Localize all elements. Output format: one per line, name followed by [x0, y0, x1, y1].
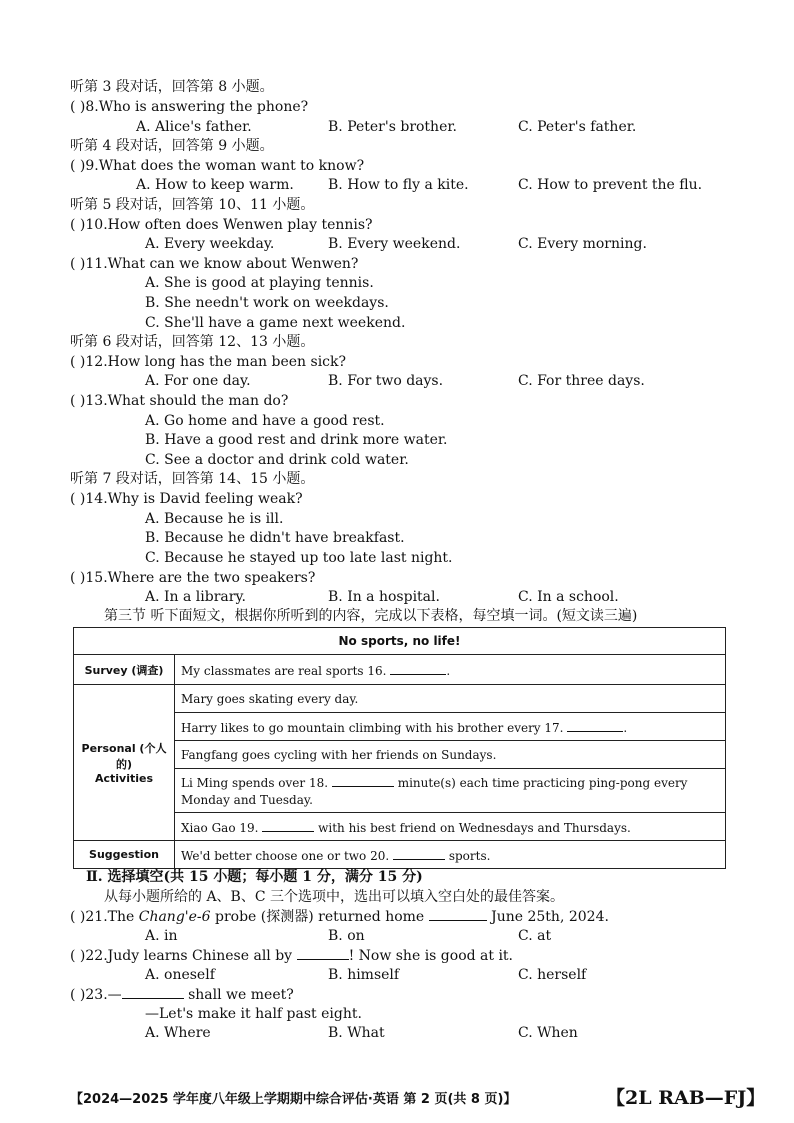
- sports-table: [73, 627, 726, 869]
- q9-option-a: A. How to keep warm.: [136, 177, 294, 193]
- q12-option-c: C. For three days.: [518, 373, 645, 389]
- question-21-stem: ( )21.The Chang'e-6 probe (探测器) returned home June 25th, 2024.: [70, 909, 609, 925]
- q14-option-b: B. Because he didn't have breakfast.: [145, 530, 405, 546]
- q12-option-b: B. For two days.: [328, 373, 444, 389]
- q22-option-c: C. herself: [518, 967, 587, 983]
- q10-option-a: A. Every weekday.: [145, 236, 275, 252]
- question-13-stem: ( )13.What should the man do?: [70, 393, 289, 409]
- blank-20[interactable]: [393, 846, 445, 860]
- q12-option-a: A. For one day.: [145, 373, 251, 389]
- survey-row: My classmates are real sports 16. .: [175, 655, 726, 685]
- question-8-stem: ( )8.Who is answering the phone?: [70, 99, 309, 115]
- section3-title: 第三节 听下面短文，根据你所听到的内容，完成以下表格，每空填一词。(短文读三遍): [104, 608, 638, 624]
- part2-instruction: 从每小题所给的 A、B、C 三个选项中，选出可以填入空白处的最佳答案。: [104, 889, 565, 905]
- question-10-stem: ( )10.How often does Wenwen play tennis?: [70, 217, 373, 233]
- q23-option-b: B. What: [328, 1025, 385, 1041]
- q8-option-b: B. Peter's brother.: [328, 119, 457, 135]
- q13-option-b: B. Have a good rest and drink more water.: [145, 432, 448, 448]
- q13-option-a: A. Go home and have a good rest.: [145, 413, 385, 429]
- q8-option-c: C. Peter's father.: [518, 119, 637, 135]
- q13-option-c: C. See a doctor and drink cold water.: [145, 452, 409, 468]
- q21-option-c: C. at: [518, 928, 552, 944]
- section-header-3: 听第 3 段对话，回答第 8 小题。: [70, 79, 274, 95]
- q22-option-a: A. oneself: [145, 967, 215, 983]
- section-header-6: 听第 6 段对话，回答第 12、13 小题。: [70, 334, 315, 350]
- question-15-stem: ( )15.Where are the two speakers?: [70, 570, 316, 586]
- activity-row-liming: Li Ming spends over 18. minute(s) each time practicing ping-pong every Monday and Tuesday.: [175, 769, 726, 813]
- blank-16[interactable]: [390, 661, 446, 675]
- q23-reply: —Let's make it half past eight.: [145, 1006, 362, 1022]
- activity-row-fangfang: Fangfang goes cycling with her friends on Sundays.: [175, 741, 726, 769]
- q9-option-b: B. How to fly a kite.: [328, 177, 469, 193]
- blank-23[interactable]: [122, 985, 184, 999]
- blank-19[interactable]: [262, 818, 314, 832]
- q23-option-a: A. Where: [145, 1025, 211, 1041]
- q11-option-c: C. She'll have a game next weekend.: [145, 315, 406, 331]
- paper-code: 【2L RAB—FJ】: [606, 1087, 766, 1109]
- activity-row-mary: Mary goes skating every day.: [175, 685, 726, 713]
- section-header-4: 听第 4 段对话，回答第 9 小题。: [70, 138, 274, 154]
- activity-row-harry: Harry likes to go mountain climbing with his brother every 17. .: [175, 713, 726, 741]
- question-22-stem: ( )22.Judy learns Chinese all by ! Now she is good at it.: [70, 948, 514, 964]
- personal-activities-label: Personal (个人的) Activities: [74, 685, 175, 841]
- page-footer: 【2024—2025 学年度八年级上学期期中综合评估·英语 第 2 页(共 8 页)】: [70, 1092, 517, 1107]
- activity-row-xiaogao: Xiao Gao 19. with his best friend on Wednesdays and Thursdays.: [175, 813, 726, 841]
- q21-option-b: B. on: [328, 928, 365, 944]
- blank-18[interactable]: [332, 773, 394, 787]
- q9-option-c: C. How to prevent the flu.: [518, 177, 703, 193]
- blank-21[interactable]: [429, 907, 487, 921]
- q10-option-c: C. Every morning.: [518, 236, 647, 252]
- q23-option-c: C. When: [518, 1025, 578, 1041]
- section-header-5: 听第 5 段对话，回答第 10、11 小题。: [70, 197, 315, 213]
- q11-option-b: B. She needn't work on weekdays.: [145, 295, 389, 311]
- table-title: No sports, no life!: [74, 628, 726, 655]
- question-12-stem: ( )12.How long has the man been sick?: [70, 354, 347, 370]
- q21-option-a: A. in: [145, 928, 178, 944]
- section-header-7: 听第 7 段对话，回答第 14、15 小题。: [70, 471, 315, 487]
- question-14-stem: ( )14.Why is David feeling weak?: [70, 491, 303, 507]
- q15-option-a: A. In a library.: [145, 589, 246, 605]
- blank-17[interactable]: [567, 718, 623, 732]
- q14-option-a: A. Because he is ill.: [145, 511, 284, 527]
- q14-option-c: C. Because he stayed up too late last night.: [145, 550, 453, 566]
- part2-title: Ⅱ. 选择填空(共 15 小题；每小题 1 分，满分 15 分): [86, 869, 423, 885]
- q15-option-b: B. In a hospital.: [328, 589, 440, 605]
- q22-option-b: B. himself: [328, 967, 400, 983]
- q11-option-a: A. She is good at playing tennis.: [145, 275, 374, 291]
- q15-option-c: C. In a school.: [518, 589, 619, 605]
- q10-option-b: B. Every weekend.: [328, 236, 461, 252]
- question-23-stem: ( )23.— shall we meet?: [70, 987, 294, 1003]
- question-9-stem: ( )9.What does the woman want to know?: [70, 158, 365, 174]
- q8-option-a: A. Alice's father.: [136, 119, 252, 135]
- suggestion-label: Suggestion: [74, 841, 175, 869]
- suggestion-row: We'd better choose one or two 20. sports.: [175, 841, 726, 869]
- blank-22[interactable]: [297, 946, 349, 960]
- question-11-stem: ( )11.What can we know about Wenwen?: [70, 256, 359, 272]
- survey-label: Survey (调查): [74, 655, 175, 685]
